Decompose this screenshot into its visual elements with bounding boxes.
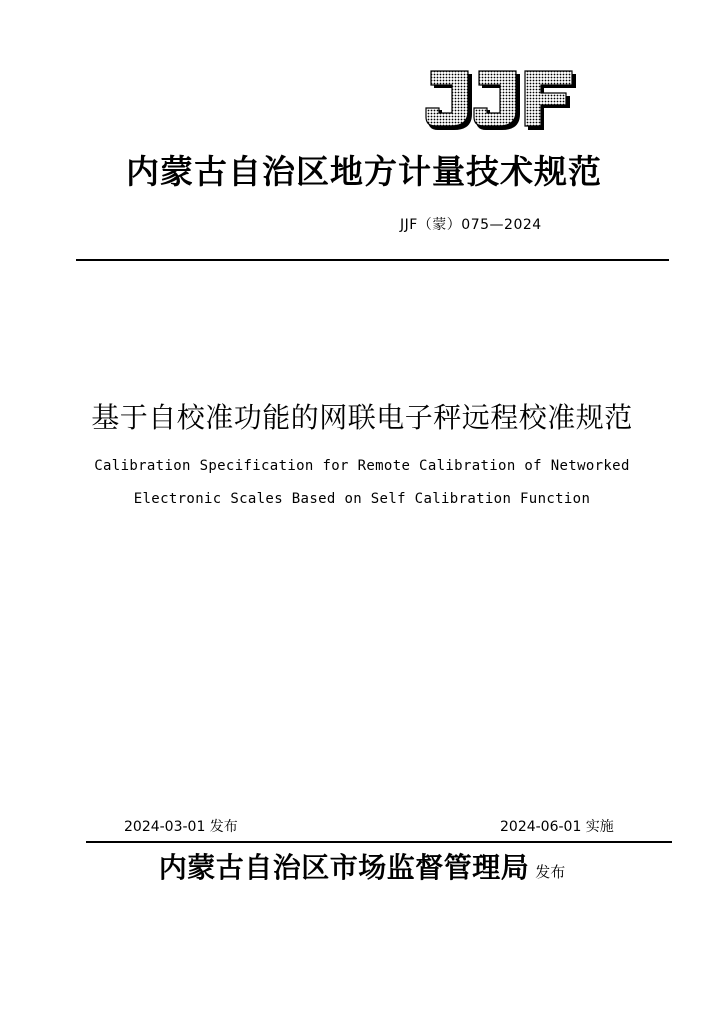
standard-code: JJF（蒙）075—2024 bbox=[400, 217, 542, 233]
document-title-en-line2: Electronic Scales Based on Self Calibration Function bbox=[133, 491, 591, 507]
bottom-divider bbox=[86, 841, 672, 843]
issue-date: 2024-03-01 发布 bbox=[124, 819, 238, 835]
document-title-zh: 基于自校准功能的网联电子秤远程校准规范 bbox=[91, 401, 633, 434]
jjf-logo bbox=[424, 70, 578, 134]
publisher-suffix: 发布 bbox=[535, 863, 566, 881]
publisher-name: 内蒙古自治区市场监督管理局 bbox=[158, 851, 530, 884]
publisher-line bbox=[0, 846, 724, 886]
issuing-organization-heading: 内蒙古自治区地方计量技术规范 bbox=[126, 152, 602, 191]
jjf-logo-graphic bbox=[424, 70, 578, 134]
top-divider bbox=[76, 259, 669, 261]
effective-date: 2024-06-01 实施 bbox=[500, 819, 614, 835]
document-title-en-line1: Calibration Specification for Remote Calibration of Networked bbox=[94, 458, 630, 474]
